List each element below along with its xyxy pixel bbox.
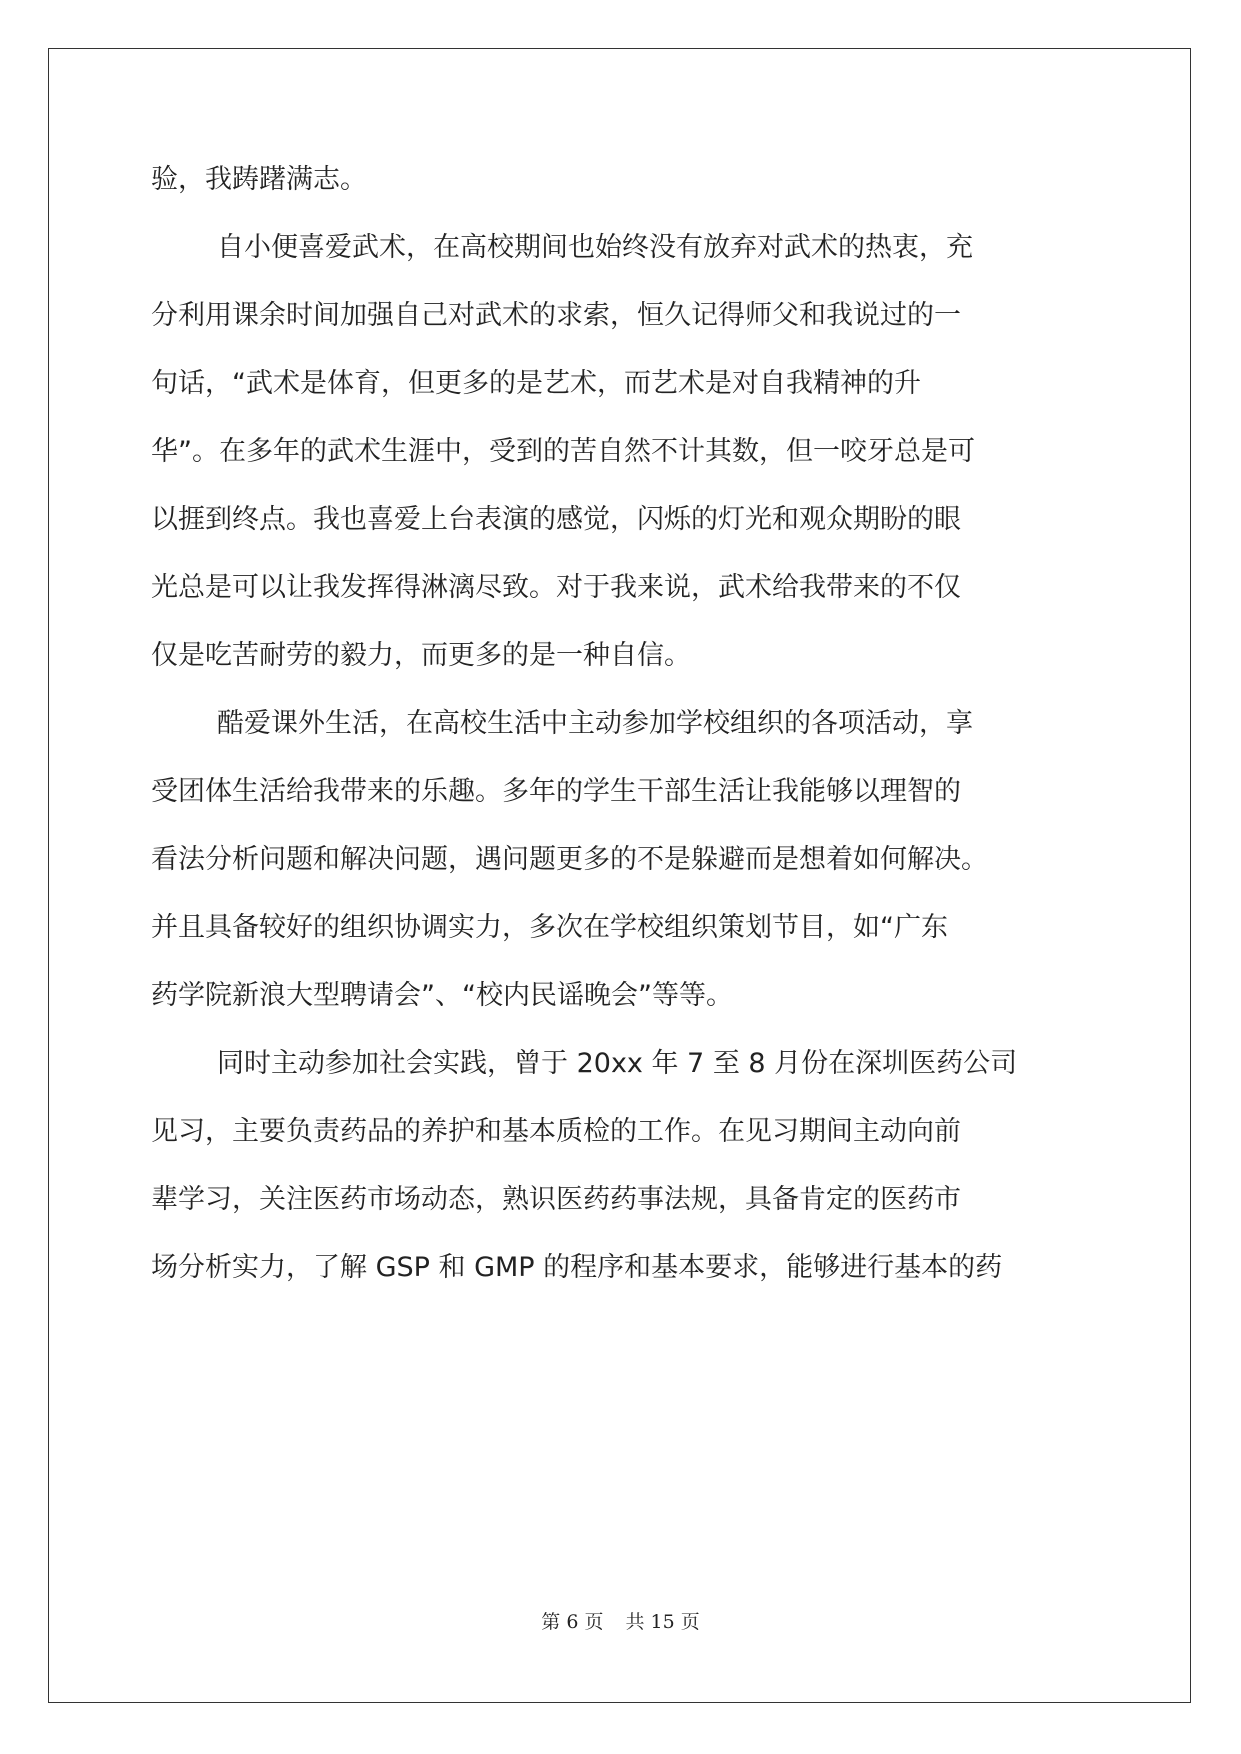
text-line: 看法分析问题和解决问题，遇问题更多的不是躲避而是想着如何解决。 [151,844,988,875]
text-line: 分利用课余时间加强自己对武术的求索，恒久记得师父和我说过的一 [151,300,961,331]
text-line: 药学院新浪大型聘请会”、“校内民谣晚会”等等。 [151,980,733,1011]
text-line: 华”。在多年的武术生涯中，受到的苦自然不计其数，但一咬牙总是可 [151,436,975,467]
text-line: 句话，“武术是体育，但更多的是艺术，而艺术是对自我精神的升 [151,368,921,399]
text-line: 并且具备较好的组织协调实力，多次在学校组织策划节目，如“广东 [151,912,948,943]
text-line: 仅是吃苦耐劳的毅力，而更多的是一种自信。 [151,640,691,671]
text-line: 见习，主要负责药品的养护和基本质检的工作。在见习期间主动向前 [151,1116,961,1147]
text-line: 场分析实力，了解 GSP 和 GMP 的程序和基本要求，能够进行基本的药 [151,1252,1003,1283]
page-footer [0,1609,1241,1635]
paragraph-first-line: 自小便喜爱武术，在高校期间也始终没有放弃对武术的热衷，充 [217,232,973,263]
paragraph-first-line: 同时主动参加社会实践，曾于 20xx 年 7 至 8 月份在深圳医药公司 [217,1048,1018,1079]
text-line: 辈学习，关注医药市场动态，熟识医药药事法规，具备肯定的医药市 [151,1184,961,1215]
text-line: 光总是可以让我发挥得淋漓尽致。对于我来说，武术给我带来的不仅 [151,572,961,603]
text-line: 以捱到终点。我也喜爱上台表演的感觉，闪烁的灯光和观众期盼的眼 [151,504,961,535]
paragraph-first-line: 酷爱课外生活，在高校生活中主动参加学校组织的各项活动，享 [217,708,973,739]
page-number: 第 6 页 [541,1611,604,1633]
page-total: 共 15 页 [625,1611,700,1633]
text-line: 受团体生活给我带来的乐趣。多年的学生干部生活让我能够以理智的 [151,776,961,807]
text-line: 验，我踌躇满志。 [151,164,367,195]
